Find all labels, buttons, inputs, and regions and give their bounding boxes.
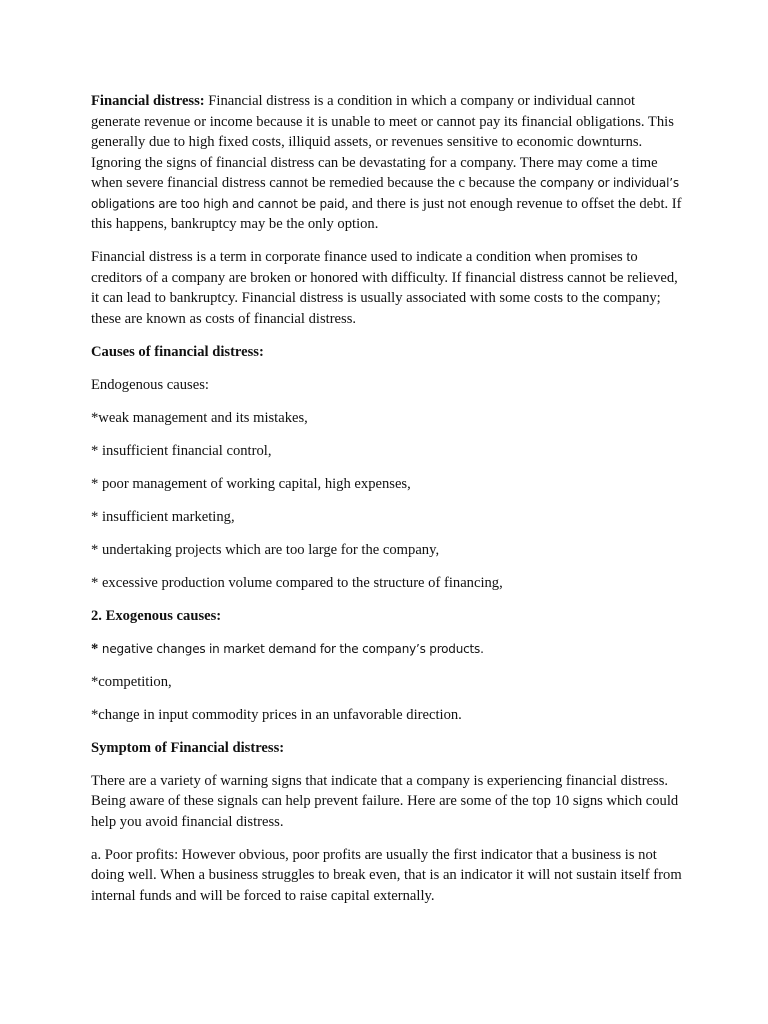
endogenous-item: * excessive production volume compared to the structure of financing, bbox=[91, 574, 503, 591]
exogenous-item: *competition, bbox=[91, 673, 172, 690]
intro-text: Financial distress is a condition in which a company or individual cannot generate revenue or income because it is unable to meet or cannot pay its financial obligations. This generally due to high fixed costs, illiquid assets, or revenues sensitive to economic downturns. Ignoring the signs of financial distress can be devastating for a company. There may come a time when severe financial distress cannot be remedied because the c because the bbox=[91, 93, 674, 191]
symptom-paragraph: There are a variety of warning signs that indicate that a company is experiencing financial distress. Being aware of these signals can help prevent failure. Here are some of the top 10 signs which could help you avoid financial distress. bbox=[91, 772, 679, 830]
intro-text-alt-font: company or individual’s obligations are too high and cannot be paid bbox=[91, 176, 679, 211]
intro-text-end: , and there is just not enough revenue to offset the debt. If this happens, bankruptcy may be the only option. bbox=[91, 195, 682, 232]
document-page bbox=[91, 91, 687, 919]
exogenous-heading: 2. Exogenous causes: bbox=[91, 607, 222, 624]
endogenous-item: * insufficient financial control, bbox=[91, 442, 272, 459]
intro-heading: Financial distress: bbox=[91, 93, 205, 109]
exogenous-item-text: negative changes in market demand for the company’s products. bbox=[98, 641, 484, 656]
endogenous-heading: Endogenous causes: bbox=[91, 376, 209, 393]
intro-paragraph bbox=[91, 91, 687, 235]
poor-profits-paragraph: a. Poor profits: However obvious, poor profits are usually the first indicator that a business is not doing well. When a business struggles to break even, that is an indicator it will not sustain itself from internal funds and will be forced to raise capital externally. bbox=[91, 846, 682, 904]
exogenous-item bbox=[91, 639, 687, 660]
symptom-heading: Symptom of Financial distress: bbox=[91, 739, 285, 756]
causes-heading: Causes of financial distress: bbox=[91, 343, 264, 360]
definition-paragraph: Financial distress is a term in corporate finance used to indicate a condition when promises to creditors of a company are broken or honored with difficulty. If financial distress cannot be relieved, it can lead to bankruptcy. Financial distress is usually associated with some costs to the company; these are known as costs of financial distress. bbox=[91, 249, 678, 327]
endogenous-item: * poor management of working capital, high expenses, bbox=[91, 475, 411, 492]
exogenous-item: *change in input commodity prices in an unfavorable direction. bbox=[91, 706, 462, 723]
exogenous-bullet: * bbox=[91, 640, 99, 657]
endogenous-item: *weak management and its mistakes, bbox=[91, 409, 308, 426]
endogenous-item: * undertaking projects which are too large for the company, bbox=[91, 541, 440, 558]
endogenous-item: * insufficient marketing, bbox=[91, 508, 235, 525]
